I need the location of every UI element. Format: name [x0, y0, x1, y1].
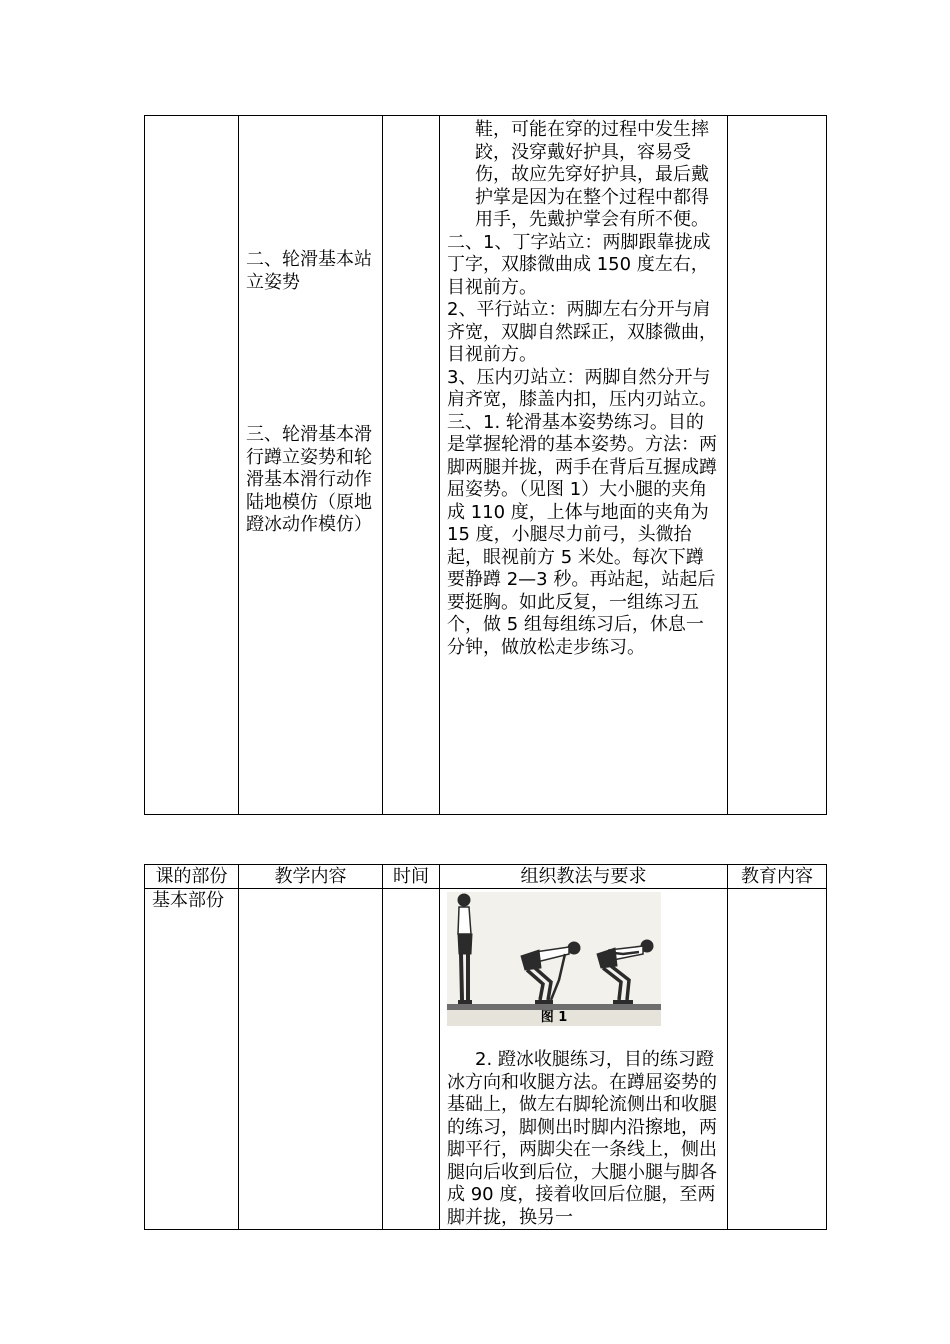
- content-cell: [239, 116, 383, 815]
- method-cell: [440, 889, 728, 1230]
- education-cell: [728, 889, 827, 1230]
- header-section: 课的部份: [145, 865, 239, 889]
- method-continuation: 鞋，可能在穿的过程中发生摔跤，没穿戴好护具，容易受伤，故应先穿好护具，最后戴护掌是因为在整个过程中都得用手，先戴护掌会有所不便。: [475, 119, 709, 230]
- header-content: 教学内容: [239, 865, 383, 889]
- time-cell: [383, 889, 440, 1230]
- time-cell: [383, 116, 440, 815]
- method-basic-posture: 三、1. 轮滑基本姿势练习。目的是掌握轮滑的基本姿势。方法：两脚两腿并拢，两手在背后互握成蹲屈姿势。（见图 1）大小腿的夹角成 110 度，上体与地面的夹角为 15 度，小腿尽力前弓，头微抬起，眼视前方 5 米处。每次下蹲要静蹲 2—3 秒。再站起，站起后要挺胸。如此反复，一组练习五个，做 5 组每组练习后，休息一分钟，做放松走步练习。: [447, 411, 717, 658]
- header-method: 组织教法与要求: [440, 865, 728, 889]
- figure-caption: 图 1: [540, 1010, 568, 1025]
- header-education: 教育内容: [728, 865, 827, 889]
- method-cell: [440, 116, 728, 815]
- content-item-standing: 二、轮滑基本站立姿势: [246, 249, 372, 293]
- education-cell: [728, 116, 827, 815]
- method-parallel-stand: 2、平行站立：两脚左右分开与肩齐宽，双脚自然踩正，双膝微曲，目视前方。: [447, 299, 717, 365]
- section-cell: [145, 116, 239, 815]
- posture-illustration: [447, 892, 661, 1026]
- figure-1-posture-image: [447, 892, 661, 1026]
- header-time: 时间: [383, 865, 440, 889]
- lesson-table: [144, 864, 827, 1230]
- method-inner-edge-stand: 3、压内刃站立：两脚自然分开与肩齐宽，膝盖内扣，压内刃站立。: [447, 366, 717, 410]
- content-item-squat: 三、轮滑基本滑行蹲立姿势和轮滑基本滑行动作陆地模仿（原地蹬冰动作模仿）: [246, 424, 372, 535]
- lesson-table-continued: [144, 115, 827, 815]
- section-cell: 基本部份: [145, 889, 239, 1230]
- method-kick-retract: 2. 蹬冰收腿练习，目的练习蹬冰方向和收腿方法。在蹲屈姿势的基础上，做左右脚轮流侧出和收腿的练习，脚侧出时脚内沿擦地，两脚平行，两脚尖在一条线上，侧出腿向后收到后位，大腿小腿与脚各成 90 度，接着收回后位腿，至两脚并拢，换另一: [447, 1049, 717, 1228]
- content-cell: [239, 889, 383, 1230]
- method-t-stand: 二、1、丁字站立：两脚跟靠拢成丁字，双膝微曲成 150 度左右，目视前方。: [447, 231, 711, 298]
